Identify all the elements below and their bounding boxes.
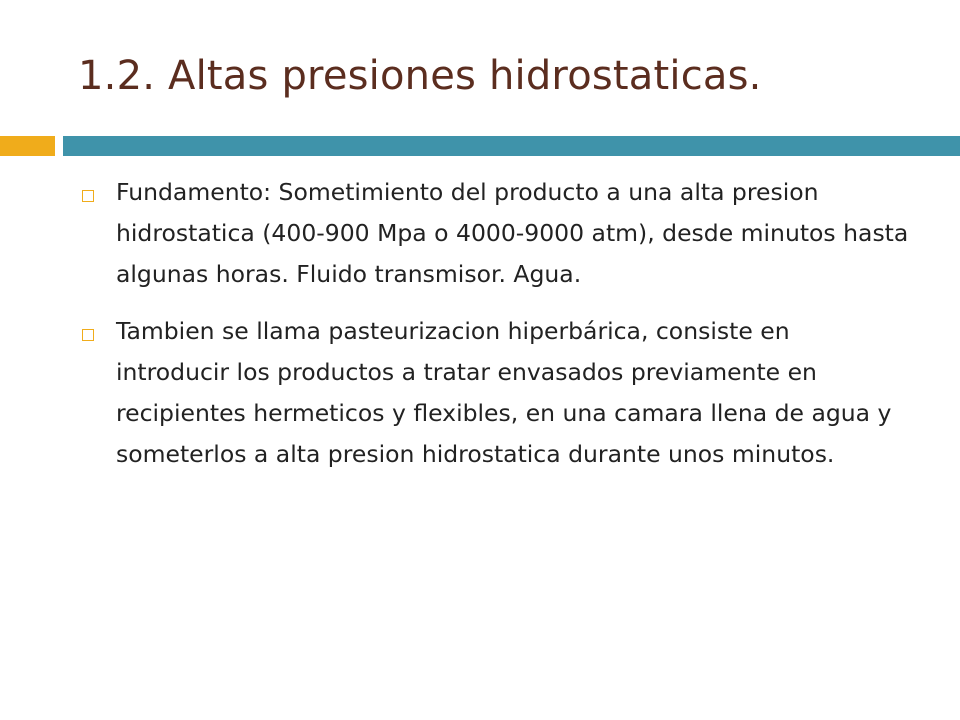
square-bullet-icon: [82, 190, 94, 202]
bullet-text: Fundamento: Sometimiento del producto a una alta presion hidrostatica (400-900 Mpa o 4000-9000 atm), desde minutos hasta algunas horas. Fluido transmisor. Agua.: [116, 178, 909, 288]
square-bullet-icon: [82, 329, 94, 341]
title-underline-bar: [63, 136, 960, 156]
bullet-text: Tambien se llama pasteurizacion hiperbárica, consiste en introducir los productos a tratar envasados previamente en recipientes hermeticos y flexibles, en una camara llena de agua y someterlos a alta presion hidrostatica durante unos minutos.: [116, 317, 892, 468]
bullet-item: [80, 172, 910, 295]
accent-bar: [0, 136, 55, 156]
bullet-item: [80, 311, 910, 475]
slide-title: 1.2. Altas presiones hidrostaticas.: [78, 53, 762, 99]
bullet-list: [80, 172, 910, 491]
